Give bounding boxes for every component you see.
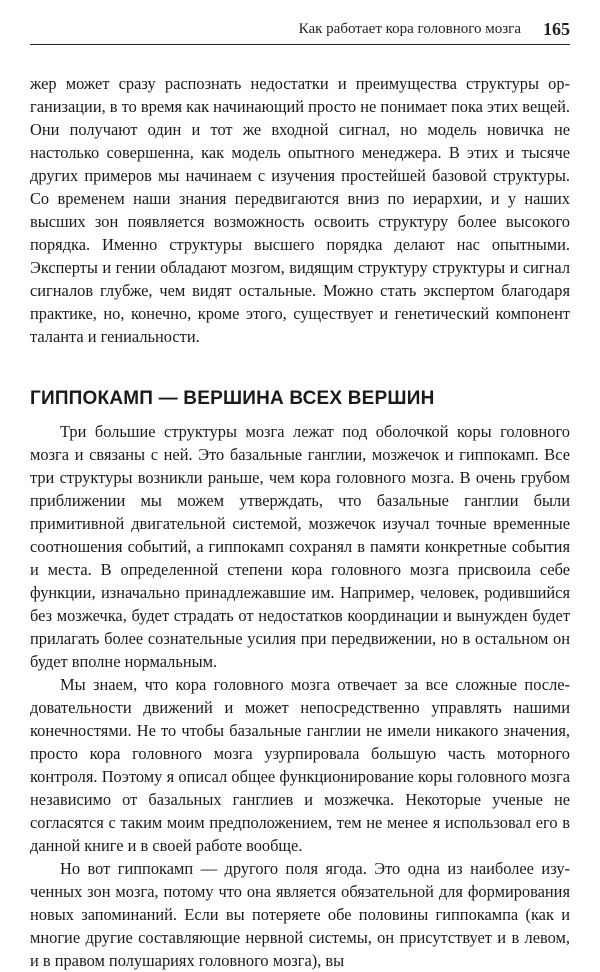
paragraph-hippocampus-intro: Три большие структуры мозга лежат под оболочкой коры головного мозга и связаны с ней. Это базальные ганглии, мозжечок и гиппокамп. Все три структуры возникли раньше, чем кора головного мозга. В очень грубом приближении мы можем утверждать, что базальные ганглии были примитивной двигательной системой, мозжечок изучал точные временные соотношения событий, а гиппокамп сохранял в памяти конкретные события и места. В определенной степени кора головного мозга присвоила себе функции, изначально принадлежавшие им. Например, человек, родившийся без мозжечка, будет страдать от недостатков координации и вынужден будет прилагать более сознательные усилия при передвижении, но в остальном он будет вполне нормальным. <box>30 422 570 671</box>
paragraph-hippocampus-memory: Но вот гиппокамп — другого поля ягода. Это одна из наиболее изученных зон мозга, потому что она является обязательной для формирования новых запоминаний. Если вы потеряете обе половины гиппокампа (как и многие другие составляющие нервной системы, он присутствует и в левом, и в правом полушариях головного мозга), вы <box>30 859 570 970</box>
paragraph-cortex-motor: Мы знаем, что кора головного мозга отвечает за все сложные последовательности движений и может непосредственно управлять нашими конечностями. Не то чтобы базальные ганглии не имели никакого значения, просто кора головного мозга узурпировала большую часть моторного контроля. Поэтому я описал общее функционирование коры головного мозга независимо от базальных ганглиев и мозжечка. Некоторые ученые не согласятся с таким моим предположением, тем не менее я использовал его в данной книге и в своей работе вообще. <box>30 675 570 855</box>
paragraph-continuation: жер может сразу распознать недостатки и преимущества структуры организации, в то время как начинающий просто не понимает пока этих вещей. Они получают один и тот же входной сигнал, но модель новичка не настолько совершенна, как модель опытного менеджера. В этих и тысяче других примеров мы начинаем с изучения простейшей базовой структуры. Со временем наши знания передвигаются вниз по иерархии, и у наших высших зон появляется возможность освоить структуру более высокого порядка. Именно структуры высшего порядка делают нас опытными. Эксперты и гении обладают мозгом, видящим структуру структуры и сигнал сигналов глубже, чем видят остальные. Можно стать экспертом благодаря практике, но, конечно, кроме этого, существует и генетический компонент таланта и гениальности. <box>30 74 570 346</box>
running-header <box>30 14 570 45</box>
page-number: 165 <box>543 18 570 39</box>
page-body <box>30 72 570 972</box>
running-title: Как работает кора головного мозга <box>298 20 521 37</box>
section-heading: ГИППОКАМП — ВЕРШИНА ВСЕХ ВЕРШИН <box>30 388 435 409</box>
